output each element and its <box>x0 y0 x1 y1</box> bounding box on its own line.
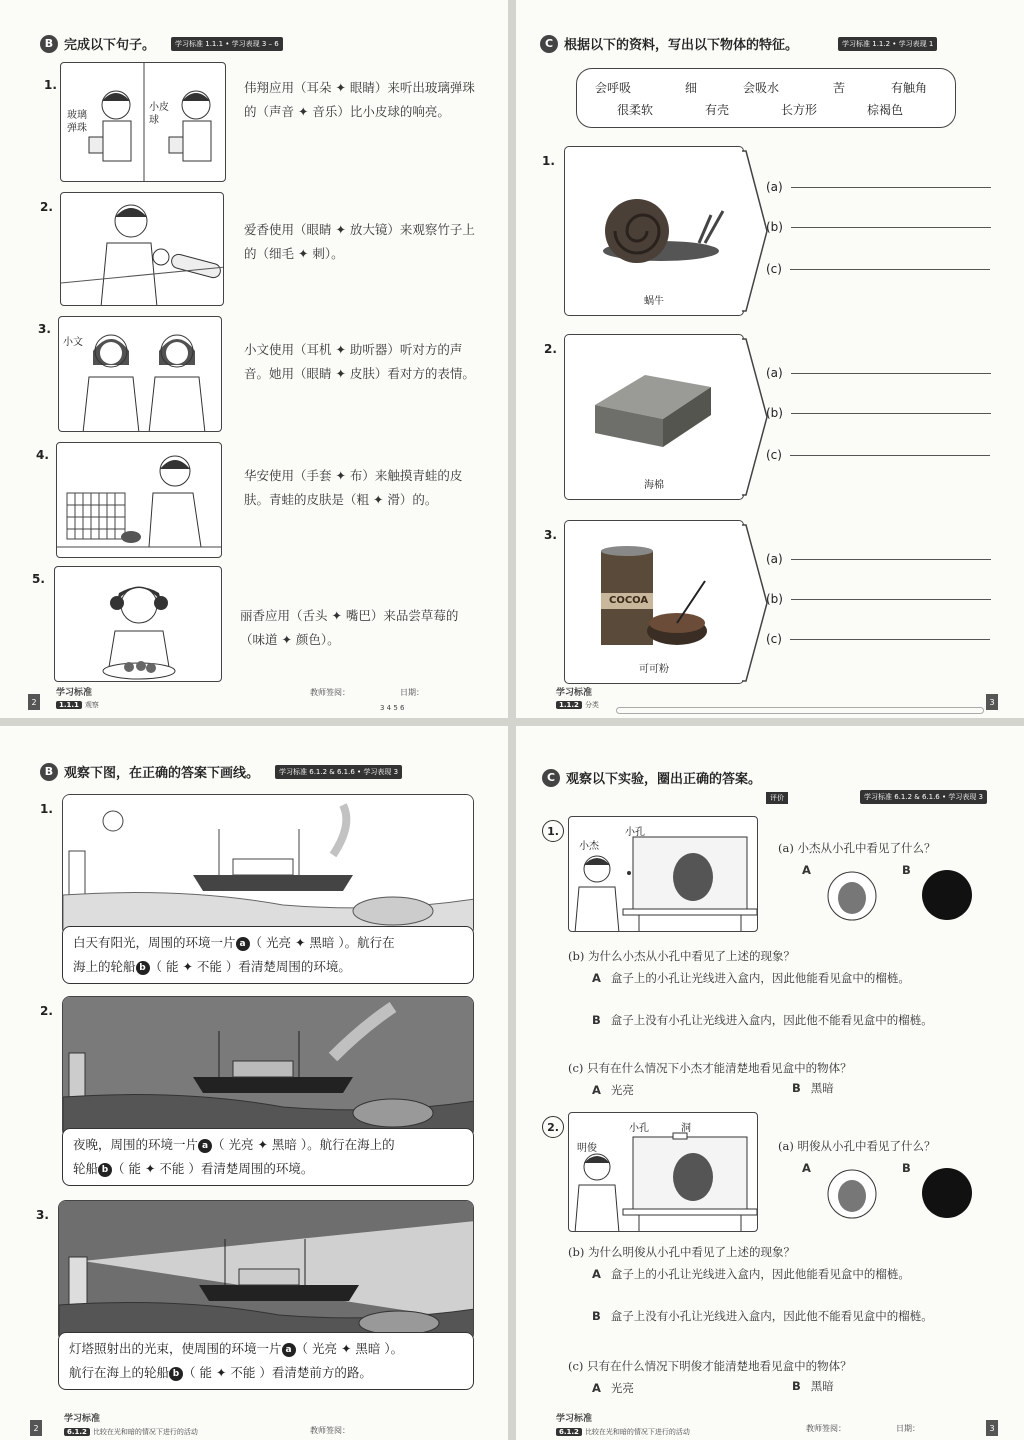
answer-choice-b[interactable]: （ 能 ✦ 不能 ）看清楚周围的环境。 <box>112 1161 314 1176</box>
line-label: (c) <box>766 448 782 462</box>
answer-line <box>766 180 991 194</box>
blank-marker-a: a <box>198 1139 212 1153</box>
option-c-a[interactable] <box>592 1378 634 1398</box>
question-number: 2. <box>40 200 53 214</box>
word-bank-item: 棕褐色 <box>867 103 904 117</box>
sentence-part: 白天有阳光，周围的环境一片 <box>73 935 236 950</box>
page-footer <box>516 1410 1024 1440</box>
question-number: 2. <box>40 1004 53 1018</box>
illustration-box-experiment-1 <box>568 816 758 932</box>
line-label: (a) <box>766 552 783 566</box>
blank-marker-b: b <box>136 961 150 975</box>
hole-label: 小孔 <box>629 1123 649 1134</box>
section-title: 观察以下实验，圈出正确的答案。 <box>566 772 762 787</box>
answer-line <box>766 406 991 420</box>
answer-line <box>766 448 990 462</box>
line-label: (a) <box>766 180 783 194</box>
answer-line <box>766 632 990 646</box>
answer-choice-b[interactable]: （ 能 ✦ 不能 ）看清楚周围的环境。 <box>149 959 351 974</box>
label-ball: 小皮球 <box>149 102 169 126</box>
section-badge: C <box>542 769 560 787</box>
option-text: 光亮 <box>610 1381 634 1395</box>
standard-tag: 学习标准 1.1.1 • 学习表现 3 – 6 <box>171 37 283 51</box>
date-label: 日期： <box>400 688 424 697</box>
item-label: 海棉 <box>644 480 664 491</box>
section-header <box>40 762 402 781</box>
page-number: 2 <box>30 1420 42 1436</box>
teacher-sign-label: 教师签阅： <box>310 688 350 697</box>
option-text: 黑暗 <box>810 1379 834 1393</box>
standard-tag: 学习标准 6.1.2 & 6.1.6 • 学习表现 3 <box>860 790 987 804</box>
answer-line <box>766 262 990 276</box>
illustration-ship-night <box>62 996 474 1138</box>
sentence-part: 航行在海上的轮船 <box>69 1365 170 1380</box>
line-label: (b) <box>766 406 783 420</box>
section-title: 根据以下的资料，写出以下物体的特征。 <box>564 38 799 53</box>
footer-code <box>556 1427 690 1437</box>
question-sentence-box <box>62 926 474 984</box>
worksheet-page-1 <box>0 0 508 718</box>
option-text: 盒子上的小孔让光线进入盒内，因此他能看见盒中的榴梿。 <box>610 971 910 985</box>
option-c-a[interactable] <box>592 1080 634 1100</box>
question-sentence-box <box>58 1332 474 1390</box>
word-bank-item: 苦 <box>833 81 846 95</box>
question-sentence-box <box>62 1128 474 1186</box>
word-bank-item: 有触角 <box>891 81 928 95</box>
performance-scale: 3 4 5 6 <box>380 704 405 712</box>
option-letter: B <box>792 1379 801 1393</box>
book-spine-horizontal <box>0 718 1024 726</box>
line-label: (b) <box>766 220 783 234</box>
hole-label: 小孔 <box>625 827 645 838</box>
footer-code-tag: 6.1.2 <box>556 1428 582 1436</box>
photo-cocoa-powder <box>564 520 744 684</box>
label-xiaowen: 小文 <box>63 337 83 348</box>
illustration-ship-daytime <box>62 794 474 936</box>
footer-code-tag: 1.1.1 <box>56 701 82 709</box>
item-label: 蜗牛 <box>644 296 664 307</box>
illustration-boys-marbles <box>60 62 226 182</box>
question-a: (a) 明俊从小孔中看见了什么？ <box>778 1139 936 1153</box>
date-label: 日期： <box>896 1424 920 1433</box>
illustration-boy-frog <box>56 442 222 558</box>
arrow-pointer <box>742 150 768 312</box>
question-number: 5. <box>32 572 45 586</box>
question-number: 2. <box>544 342 557 356</box>
question-number: 3. <box>38 322 51 336</box>
option-a[interactable] <box>592 1264 1002 1284</box>
footer-code <box>556 700 599 710</box>
question-number: 3. <box>36 1208 49 1222</box>
question-text: 丽香应用（舌头 ✦ 嘴巴）来品尝草莓的（味道 ✦ 颜色）。 <box>240 608 459 647</box>
person-label: 明俊 <box>577 1143 597 1154</box>
word-bank-item: 会吸水 <box>743 81 780 95</box>
answer-choice-a[interactable]: （ 光亮 ✦ 黑暗 ）。航行在 <box>249 935 395 950</box>
section-header <box>540 34 937 53</box>
option-a-label <box>802 1158 821 1178</box>
blank-marker-a: a <box>282 1343 296 1357</box>
question-text: 伟翔应用（耳朵 ✦ 眼睛）来听出玻璃弹珠的（声音 ✦ 音乐）比小皮球的响亮。 <box>244 80 475 119</box>
footer-standard: 学习标准 <box>56 688 93 698</box>
page-footer <box>0 684 508 718</box>
word-bank-item: 会呼吸 <box>595 81 632 95</box>
question-a: (a) 小杰从小孔中看见了什么？ <box>778 841 936 855</box>
question-c: (c) 只有在什么情况下明俊才能清楚地看见盒中的物体？ <box>568 1359 852 1373</box>
arrow-pointer <box>742 524 768 682</box>
question-number: 3. <box>544 528 557 542</box>
page-number: 3 <box>986 694 998 710</box>
sentence-part: 海上的轮船 <box>73 959 136 974</box>
footer-code-text: 比较在光和暗的情况下进行的活动 <box>92 1428 198 1436</box>
evaluation-tag: 评价 <box>766 792 788 804</box>
option-a[interactable] <box>592 968 1002 988</box>
footer-standard: 学习标准 <box>64 1414 101 1424</box>
standard-tag: 学习标准 1.1.2 • 学习表现 1 <box>838 37 937 51</box>
option-letter: A <box>802 863 811 877</box>
choice-a-image-spiky[interactable] <box>826 1168 878 1220</box>
can-label: COCOA <box>609 595 649 606</box>
section-badge: B <box>40 763 58 781</box>
footer-code-text: 比较在光和暗的情况下进行的活动 <box>584 1428 690 1436</box>
footer-code <box>56 700 99 710</box>
option-b-label <box>902 1158 921 1178</box>
option-c-b[interactable] <box>792 1376 834 1396</box>
word-bank-item: 很柔软 <box>617 103 654 117</box>
answer-line <box>766 220 991 234</box>
experiment-number: 1. <box>542 820 564 842</box>
worksheet-page-3 <box>0 726 508 1440</box>
teacher-sign-label: 教师签阅： <box>310 1426 350 1435</box>
sentence-part: 灯塔照射出的光束，使周围的环境一片 <box>69 1341 282 1356</box>
question-c: (c) 只有在什么情况下小杰才能清楚地看见盒中的物体？ <box>568 1061 852 1075</box>
worksheet-page-4 <box>516 726 1024 1440</box>
option-letter: A <box>592 971 601 985</box>
option-letter: A <box>592 1381 601 1395</box>
teacher-sign-label: 教师签阅： <box>806 1424 846 1433</box>
footer-code-text: 观察 <box>84 701 99 709</box>
footer-code-tag: 6.1.2 <box>64 1428 90 1436</box>
choice-a-image-spiky[interactable] <box>826 870 878 922</box>
choice-b-image-dark[interactable] <box>920 1166 974 1220</box>
hole2-label: 洞 <box>681 1123 691 1134</box>
section-badge: B <box>40 35 58 53</box>
option-text: 盒子上没有小孔让光线进入盒内，因此他不能看见盒中的榴梿。 <box>610 1013 933 1027</box>
option-letter: A <box>802 1161 811 1175</box>
option-letter: A <box>592 1083 601 1097</box>
answer-line <box>766 592 991 606</box>
person-label: 小杰 <box>579 841 599 852</box>
option-b-label <box>902 860 921 880</box>
illustration-girl-magnifier <box>60 192 224 306</box>
question-text: 小文使用（耳机 ✦ 助听器）听对方的声音。她用（眼睛 ✦ 皮肤）看对方的表情。 <box>244 342 475 381</box>
word-bank-item: 有壳 <box>705 103 730 117</box>
option-b[interactable] <box>592 1306 1002 1326</box>
line-label: (c) <box>766 632 782 646</box>
photo-sponge <box>564 334 744 500</box>
section-badge: C <box>540 35 558 53</box>
standard-tag: 学习标准 6.1.2 & 6.1.6 • 学习表现 3 <box>275 765 402 779</box>
progress-bar <box>616 707 984 714</box>
option-letter: B <box>902 1161 911 1175</box>
section-title: 观察下图，在正确的答案下画线。 <box>64 766 260 781</box>
option-letter: B <box>592 1309 601 1323</box>
question-b: (b) 为什么小杰从小孔中看见了上述的现象？ <box>568 949 795 963</box>
answer-choice-a[interactable]: （ 光亮 ✦ 黑暗 ）。航行在海上的 <box>212 1137 395 1152</box>
line-label: (c) <box>766 262 782 276</box>
page-footer <box>516 684 1024 718</box>
illustration-girl-strawberry <box>54 566 222 682</box>
page-footer <box>0 1412 508 1440</box>
section-header <box>40 34 283 53</box>
footer-code-text: 分类 <box>584 701 599 709</box>
option-a-label <box>802 860 821 880</box>
section-header <box>542 768 761 787</box>
blank-marker-a: a <box>236 937 250 951</box>
footer-code-tag: 1.1.2 <box>556 701 582 709</box>
experiment-number: 2. <box>542 1116 564 1138</box>
line-label: (a) <box>766 366 783 380</box>
footer-standard: 学习标准 <box>556 1414 593 1424</box>
item-label: 可可粉 <box>639 664 669 675</box>
answer-line <box>766 366 991 380</box>
question-number: 1. <box>44 78 57 92</box>
sentence-part: 夜晚，周围的环境一片 <box>73 1137 199 1152</box>
question-number: 1. <box>542 154 555 168</box>
option-c-b[interactable] <box>792 1078 834 1098</box>
option-letter: B <box>792 1081 801 1095</box>
option-text: 盒子上没有小孔让光线进入盒内，因此他不能看见盒中的榴梿。 <box>610 1309 933 1323</box>
question-text: 华安使用（手套 ✦ 布）来触摸青蛙的皮肤。青蛙的皮肤是（粗 ✦ 滑）的。 <box>244 468 463 507</box>
sentence-part: 轮船 <box>73 1161 99 1176</box>
illustration-box-experiment-2 <box>568 1112 758 1232</box>
question-number: 1. <box>40 802 53 816</box>
word-bank-item: 细 <box>685 81 698 95</box>
worksheet-page-2 <box>516 0 1024 718</box>
arrow-pointer <box>742 338 768 496</box>
option-letter: B <box>592 1013 601 1027</box>
answer-choice-a[interactable]: （ 光亮 ✦ 黑暗 ）。 <box>295 1341 404 1356</box>
option-text: 盒子上的小孔让光线进入盒内，因此他能看见盒中的榴梿。 <box>610 1267 910 1281</box>
line-label: (b) <box>766 592 783 606</box>
option-letter: A <box>592 1267 601 1281</box>
option-text: 黑暗 <box>810 1081 834 1095</box>
word-bank <box>576 68 956 128</box>
answer-line <box>766 552 991 566</box>
page-number: 3 <box>986 1420 998 1436</box>
word-bank-item: 长方形 <box>781 103 818 117</box>
question-text: 爱香使用（眼睛 ✦ 放大镜）来观察竹子上的（细毛 ✦ 刺）。 <box>244 222 475 261</box>
choice-b-image-dark[interactable] <box>920 868 974 922</box>
footer-standard: 学习标准 <box>556 688 593 698</box>
blank-marker-b: b <box>169 1367 183 1381</box>
answer-choice-b[interactable]: （ 能 ✦ 不能 ）看清楚前方的路。 <box>183 1365 372 1380</box>
option-b[interactable] <box>592 1010 1002 1030</box>
label-marble: 玻璃弹珠 <box>67 110 87 134</box>
illustration-ship-lighthouse <box>58 1200 474 1342</box>
section-title: 完成以下句子。 <box>64 38 156 53</box>
question-number: 4. <box>36 448 49 462</box>
option-letter: B <box>902 863 911 877</box>
option-text: 光亮 <box>610 1083 634 1097</box>
photo-snail <box>564 146 744 316</box>
blank-marker-b: b <box>98 1163 112 1177</box>
question-b: (b) 为什么明俊从小孔中看见了上述的现象？ <box>568 1245 795 1259</box>
illustration-girls-talking <box>58 316 222 432</box>
footer-code <box>64 1427 198 1437</box>
page-number: 2 <box>28 694 40 710</box>
